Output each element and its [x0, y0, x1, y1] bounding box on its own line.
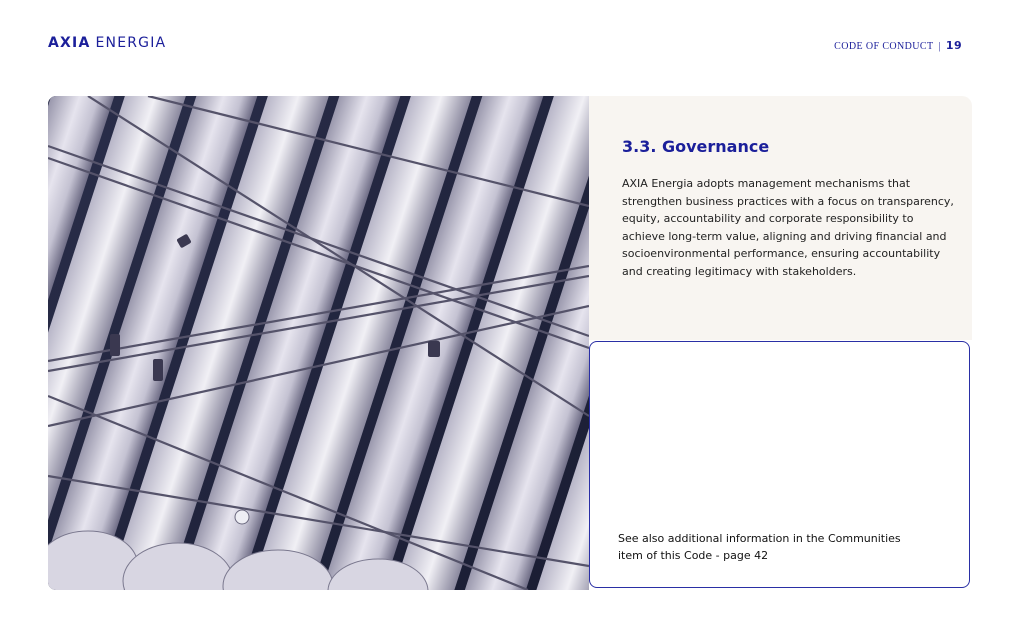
see-also-card — [589, 341, 970, 588]
logo-brand: AXIA — [48, 35, 91, 51]
turbine-illustration — [48, 96, 589, 590]
section-title: 3.3. Governance — [622, 137, 770, 156]
section-label: CODE OF CONDUCT — [834, 41, 934, 52]
turbine-photo — [48, 96, 589, 590]
company-logo — [48, 35, 166, 51]
logo-name: ENERGIA — [95, 35, 167, 51]
page-number: 19 — [945, 39, 962, 52]
section-body: AXIA Energia adopts management mechanisms that strengthen business practices with a focus on transparency, equity, accountability and corporate responsibility to achieve long-term value, aligning and driving financial and socioenvironmental performance, ensuring accountability and creating legitimacy with stakeholders. — [622, 177, 954, 278]
see-also-note: See also additional information in the Communities item of this Code - page 42 — [618, 532, 901, 562]
page-header — [834, 39, 962, 52]
governance-card — [589, 96, 972, 340]
header-separator: | — [938, 41, 941, 52]
